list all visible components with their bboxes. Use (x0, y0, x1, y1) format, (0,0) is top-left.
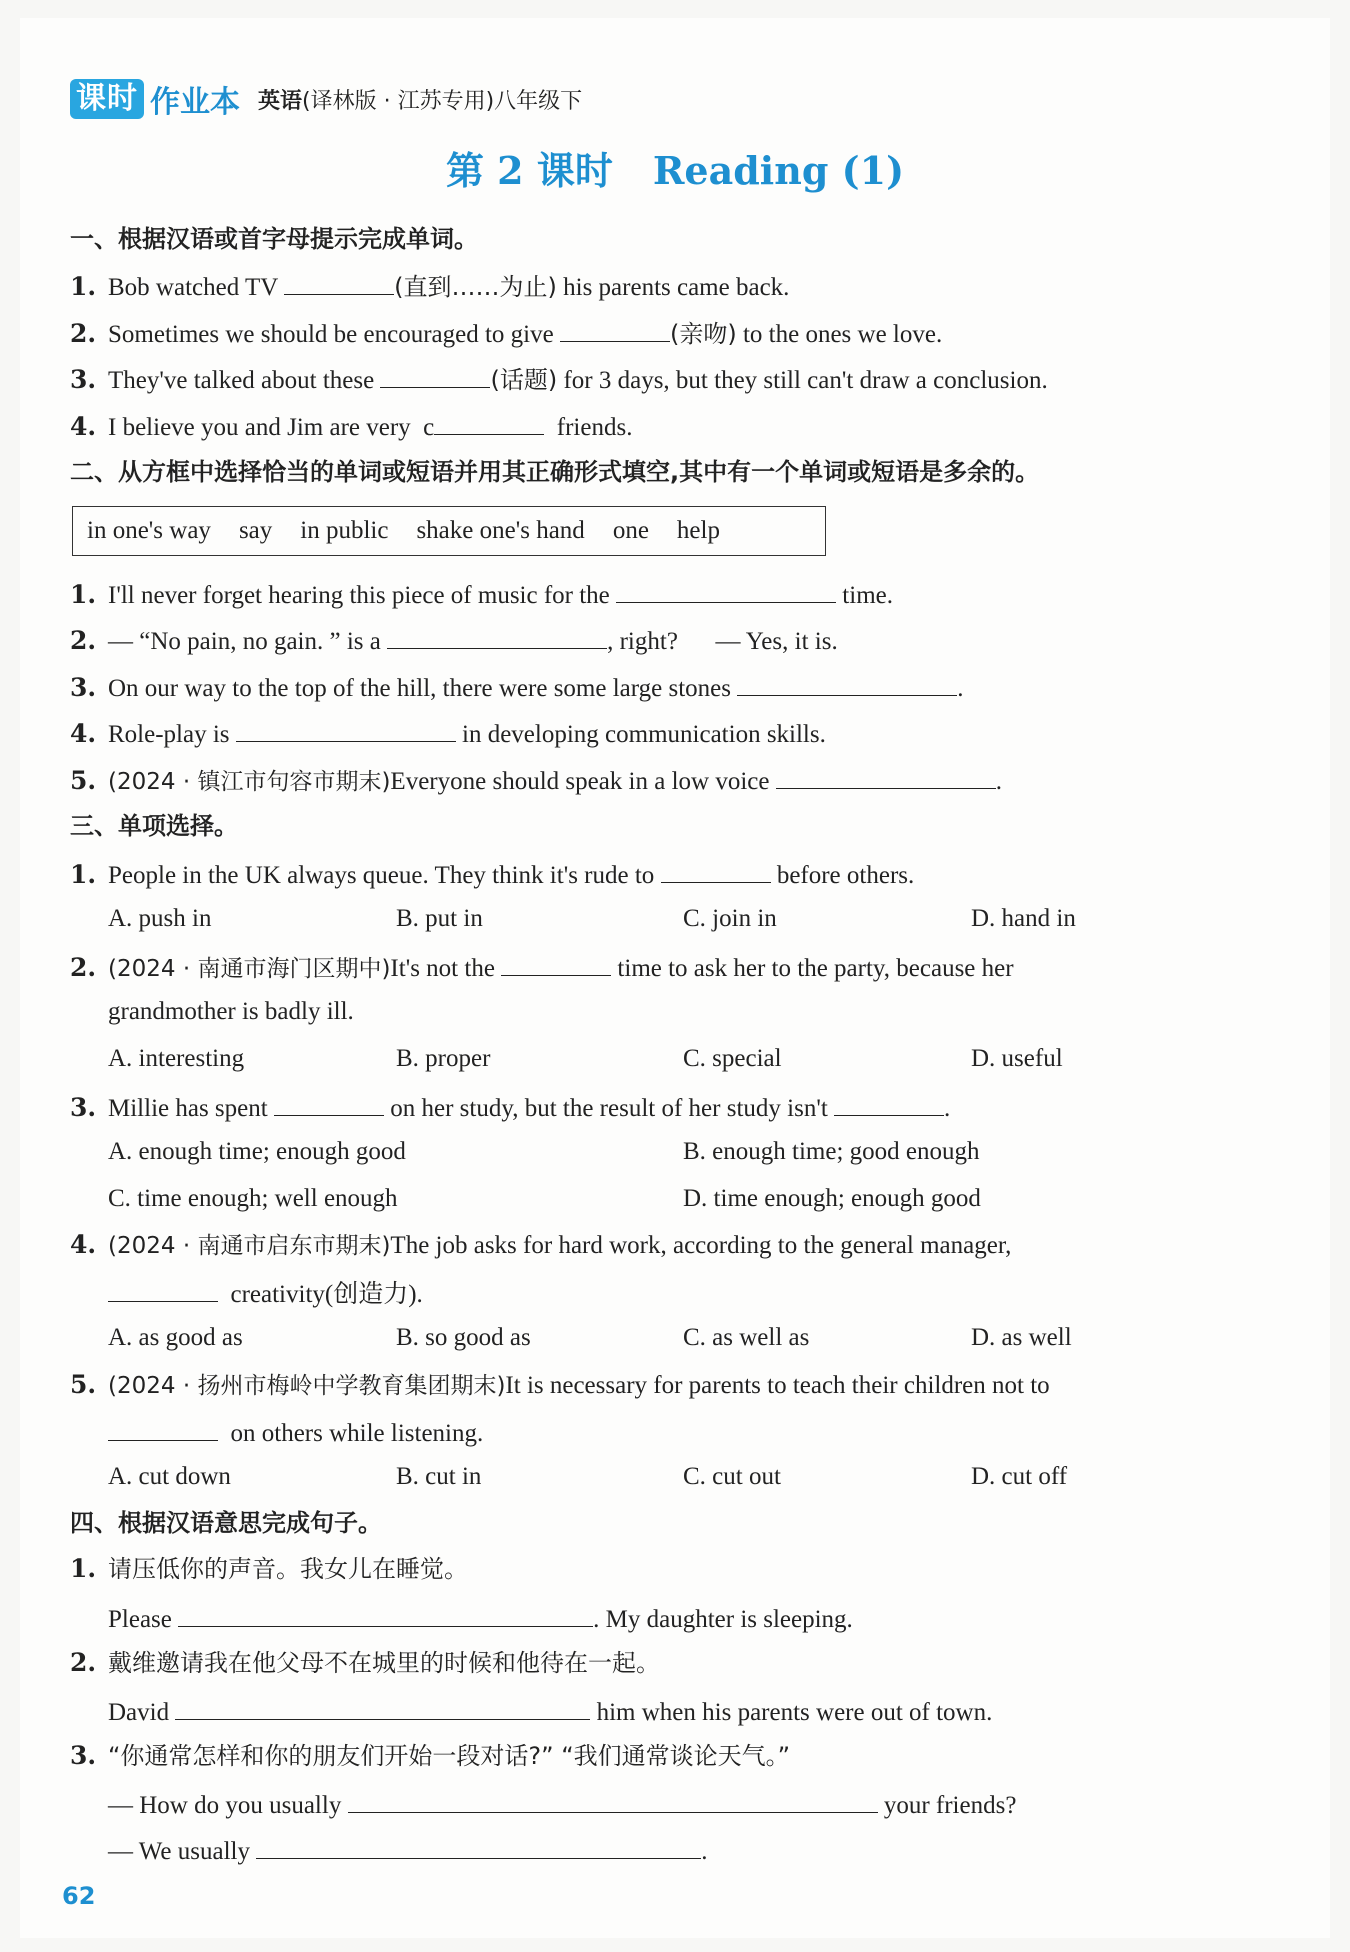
answer-blank[interactable] (284, 268, 394, 295)
s2-question-4 (70, 715, 826, 752)
question-text: Sometimes we should be encouraged to give (108, 321, 554, 348)
option-c[interactable]: C. time enough; well enough (108, 1185, 398, 1212)
chinese-sentence: “你通常怎样和你的朋友们开始一段对话?” “我们通常谈论天气。” (108, 1742, 791, 1770)
question-number: 4. (70, 412, 97, 441)
question-text: time. (842, 582, 893, 609)
answer-blank[interactable] (348, 1786, 878, 1813)
sentence-end: . My daughter is sleeping. (593, 1606, 853, 1633)
question-number: 5. (70, 766, 97, 795)
question-text: time to ask her to the party, because her (617, 955, 1014, 982)
subject: 英语 (258, 88, 303, 114)
option-d[interactable]: D. time enough; enough good (683, 1185, 981, 1212)
question-continuation (108, 1275, 423, 1312)
lesson-number: 第 2 课时 (445, 148, 613, 193)
question-source: (2024 · 南通市海门区期中) (108, 956, 391, 982)
answer-blank[interactable] (274, 1089, 384, 1116)
answer-blank[interactable] (175, 1693, 590, 1720)
question-text: Bob watched TV (108, 274, 278, 301)
sentence-end: him when his parents were out of town. (596, 1699, 993, 1726)
question-number: 4. (70, 719, 97, 748)
s4-answer-line-3b (108, 1832, 707, 1869)
book-info (258, 84, 582, 115)
section-3-heading: 三、单项选择。 (70, 812, 238, 840)
s4-answer-line-2 (108, 1693, 992, 1730)
question-text: to the ones we love. (742, 321, 943, 348)
question-number: 2. (70, 1648, 97, 1677)
question-text: It's not the (390, 955, 495, 982)
option-a[interactable]: A. as good as (108, 1324, 243, 1351)
option-c[interactable]: C. special (683, 1045, 782, 1072)
question-number: 3. (70, 673, 97, 702)
option-a[interactable]: A. push in (108, 905, 212, 932)
question-text: on others while listening. (230, 1420, 484, 1447)
word-option: in public (300, 517, 389, 544)
word-box (72, 506, 826, 556)
s2-question-3 (70, 669, 964, 706)
question-text: . (995, 768, 1002, 795)
option-c[interactable]: C. cut out (683, 1463, 781, 1490)
answer-blank[interactable] (434, 408, 544, 435)
logo-box-text: 课时 (70, 79, 144, 119)
option-b[interactable]: B. proper (396, 1045, 491, 1072)
answer-blank[interactable] (661, 856, 771, 883)
sentence-start: — How do you usually (108, 1792, 342, 1819)
page-number: 62 (62, 1882, 96, 1910)
word-option: help (676, 517, 720, 544)
question-text: I believe you and Jim are very (108, 414, 411, 441)
question-text: Everyone should speak in a low voice (390, 768, 770, 795)
sentence-start: — We usually (108, 1838, 250, 1865)
question-number: 4. (70, 1230, 97, 1259)
question-number: 2. (70, 319, 97, 348)
chinese-sentence: 戴维邀请我在他父母不在城里的时候和他待在一起。 (108, 1649, 660, 1677)
chinese-hint: (亲吻) (669, 320, 737, 348)
question-text: . (957, 675, 964, 702)
question-number: 1. (70, 272, 97, 301)
question-text: People in the UK always queue. They think it's rude to (108, 862, 655, 889)
answer-blank[interactable] (256, 1832, 701, 1859)
s4-question-2 (70, 1646, 660, 1681)
question-text: his parents came back. (563, 274, 790, 301)
question-text: It is necessary for parents to teach their children not to (505, 1372, 1050, 1399)
question-text: Role-play is (108, 721, 230, 748)
chinese-hint: (话题) (490, 366, 558, 394)
option-c[interactable]: C. as well as (683, 1324, 810, 1351)
s4-question-1 (70, 1552, 468, 1587)
question-text: They've talked about these (108, 367, 375, 394)
section-1-heading: 一、根据汉语或首字母提示完成单词。 (70, 225, 478, 253)
s1-question-1 (70, 268, 789, 305)
question-text: — “No pain, no gain. ” is a (108, 628, 381, 655)
answer-blank[interactable] (616, 576, 836, 603)
sentence-start: David (108, 1699, 170, 1726)
answer-blank[interactable] (387, 622, 607, 649)
brand-logo (70, 77, 240, 121)
option-d[interactable]: D. cut off (971, 1463, 1068, 1490)
question-continuation (108, 1414, 483, 1451)
response-text: — Yes, it is. (715, 628, 838, 655)
question-number: 3. (70, 1093, 97, 1122)
option-b[interactable]: B. cut in (396, 1463, 482, 1490)
s4-question-3 (70, 1739, 790, 1774)
question-number: 3. (70, 365, 97, 394)
question-text: The job asks for hard work, according to the general manager, (390, 1232, 1012, 1259)
question-number: 5. (70, 1370, 97, 1399)
question-number: 1. (70, 580, 97, 609)
question-source: (2024 · 南通市启东市期末) (108, 1233, 391, 1259)
question-text: on her study, but the result of her study isn't (390, 1095, 828, 1122)
s3-question-1 (70, 856, 914, 893)
sentence-end: your friends? (883, 1792, 1017, 1819)
chinese-hint: (直到……为止) (394, 273, 557, 301)
question-number: 3. (70, 1741, 97, 1770)
option-c[interactable]: C. join in (683, 905, 777, 932)
answer-blank[interactable] (560, 315, 670, 342)
s4-answer-line-1 (108, 1600, 853, 1637)
question-text: I'll never forget hearing this piece of music for the (108, 582, 610, 609)
answer-blank[interactable] (834, 1089, 944, 1116)
answer-blank[interactable] (737, 669, 957, 696)
answer-blank[interactable] (108, 1414, 218, 1441)
s2-question-2 (70, 622, 838, 659)
option-d[interactable]: D. hand in (971, 905, 1076, 932)
logo-text: 作业本 (150, 85, 240, 120)
option-d[interactable]: D. as well (971, 1324, 1072, 1351)
question-text: , right? (607, 628, 678, 655)
answer-blank[interactable] (236, 715, 456, 742)
section-2-heading: 二、从方框中选择恰当的单词或短语并用其正确形式填空,其中有一个单词或短语是多余的。 (70, 458, 1040, 486)
lesson-name: Reading (1) (652, 148, 905, 193)
question-text: for 3 days, but they still can't draw a conclusion. (563, 367, 1048, 394)
option-b[interactable]: B. enough time; good enough (683, 1138, 980, 1165)
s3-question-2 (70, 949, 1014, 986)
s1-question-2 (70, 315, 942, 352)
question-source: (2024 · 镇江市句容市期末) (108, 769, 391, 795)
question-text: . (944, 1095, 951, 1122)
edition: (译林版 · 江苏专用)八年级下 (302, 88, 583, 114)
s1-question-4 (70, 408, 632, 445)
question-continuation: grandmother is badly ill. (108, 998, 354, 1025)
question-text: On our way to the top of the hill, there were some large stones (108, 675, 731, 702)
answer-blank[interactable] (501, 949, 611, 976)
question-source: (2024 · 扬州市梅岭中学教育集团期末) (108, 1373, 506, 1399)
page-title (0, 140, 1350, 195)
section-4-heading: 四、根据汉语意思完成句子。 (70, 1509, 382, 1537)
word-option: one (612, 517, 649, 544)
chinese-sentence: 请压低你的声音。我女儿在睡觉。 (108, 1555, 468, 1583)
s1-question-3 (70, 361, 1048, 398)
question-number: 2. (70, 953, 97, 982)
s2-question-5 (70, 762, 1002, 799)
question-number: 2. (70, 626, 97, 655)
sentence-end: . (701, 1838, 708, 1865)
answer-blank[interactable] (108, 1275, 218, 1302)
answer-blank[interactable] (380, 361, 490, 388)
option-a[interactable]: A. enough time; enough good (108, 1138, 406, 1165)
answer-blank[interactable] (776, 762, 996, 789)
question-number: 1. (70, 860, 97, 889)
option-d[interactable]: D. useful (971, 1045, 1063, 1072)
sentence-start: Please (108, 1606, 172, 1633)
first-letter: c (423, 414, 435, 441)
header (70, 78, 582, 120)
answer-blank[interactable] (178, 1600, 593, 1627)
question-text: Millie has spent (108, 1095, 268, 1122)
option-b[interactable]: B. so good as (396, 1324, 531, 1351)
word-option: say (238, 517, 273, 544)
question-text: friends. (556, 414, 633, 441)
s2-question-1 (70, 576, 893, 613)
question-text: in developing communication skills. (462, 721, 826, 748)
s3-question-5 (70, 1368, 1050, 1403)
word-option: in one's way (87, 517, 211, 544)
question-text: creativity(创造力). (230, 1281, 423, 1308)
option-a[interactable]: A. cut down (108, 1463, 231, 1490)
option-b[interactable]: B. put in (396, 905, 483, 932)
s4-answer-line-3a (108, 1786, 1016, 1823)
question-number: 1. (70, 1554, 97, 1583)
word-option: shake one's hand (416, 517, 585, 544)
question-text: before others. (776, 862, 915, 889)
s3-question-4 (70, 1228, 1011, 1263)
s3-question-3 (70, 1089, 950, 1126)
option-a[interactable]: A. interesting (108, 1045, 245, 1072)
